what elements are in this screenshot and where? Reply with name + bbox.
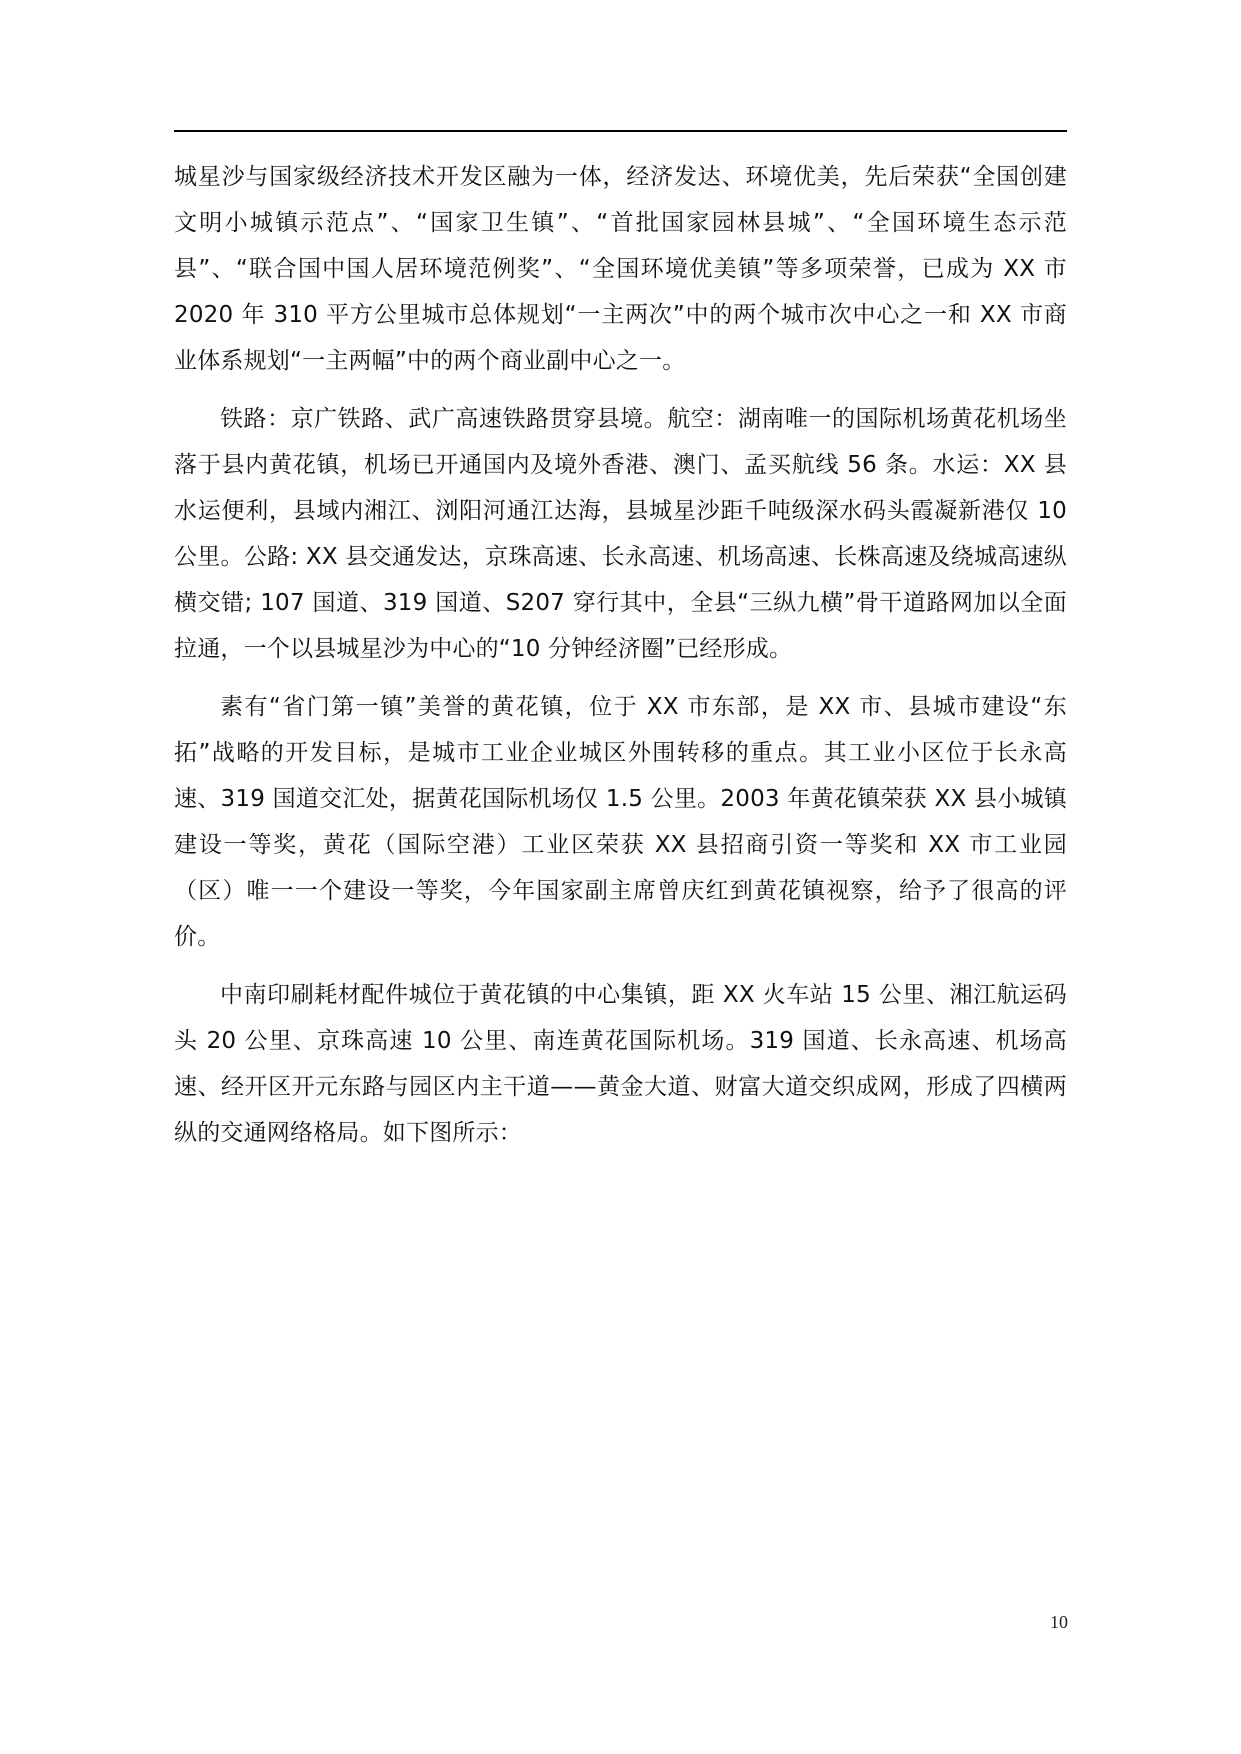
paragraph-continued-honors: 城星沙与国家级经济技术开发区融为一体，经济发达、环境优美，先后荣获“全国创建文明小城镇示范点”、“国家卫生镇”、“首批国家园林县城”、“全国环境生态示范县”、“联合国中国人居环境范例奖”、“全国环境优美镇”等多项荣誉，已成为 XX 市 2020 年 310 平方公里城市总体规划“一主两次”中的两个城市次中心之一和 XX 市商业体系规划“一主两幅”中的两个商业副中心之一。 — [174, 164, 1067, 374]
paragraph-printing-city: 中南印刷耗材配件城位于黄花镇的中心集镇，距 XX 火车站 15 公里、湘江航运码头 20 公里、京珠高速 10 公里、南连黄花国际机场。319 国道、长永高速、机场高速、经开区开元东路与园区内主干道——黄金大道、财富大道交织成网，形成了四横两纵的交通网络格局。如下图所示： — [174, 982, 1067, 1146]
paragraph-transportation: 铁路：京广铁路、武广高速铁路贯穿县境。航空：湖南唯一的国际机场黄花机场坐落于县内黄花镇，机场已开通国内及境外香港、澳门、孟买航线 56 条。水运：XX 县水运便利，县域内湘江、浏阳河通江达海，县城星沙距千吨级深水码头霞凝新港仅 10 公里。公路: XX 县交通发达，京珠高速、长永高速、机场高速、长株高速及绕城高速纵横交错; 107 国道、319 国道、S207 穿行其中，全县“三纵九横”骨干道路网加以全面拉通，一个以县城星沙为中心的“10 分钟经济圈”已经形成。 — [174, 406, 1067, 662]
header-rule — [174, 130, 1067, 132]
page-body — [174, 154, 1067, 1156]
page-number: 10 — [1050, 1612, 1068, 1632]
paragraph-huanghua-town: 素有“省门第一镇”美誉的黄花镇，位于 XX 市东部，是 XX 市、县城市建设“东拓”战略的开发目标，是城市工业企业城区外围转移的重点。其工业小区位于长永高速、319 国道交汇处，据黄花国际机场仅 1.5 公里。2003 年黄花镇荣获 XX 县小城镇建设一等奖，黄花（国际空港）工业区荣获 XX 县招商引资一等奖和 XX 市工业园（区）唯一一个建设一等奖，今年国家副主席曾庆红到黄花镇视察，给予了很高的评价。 — [174, 694, 1067, 950]
